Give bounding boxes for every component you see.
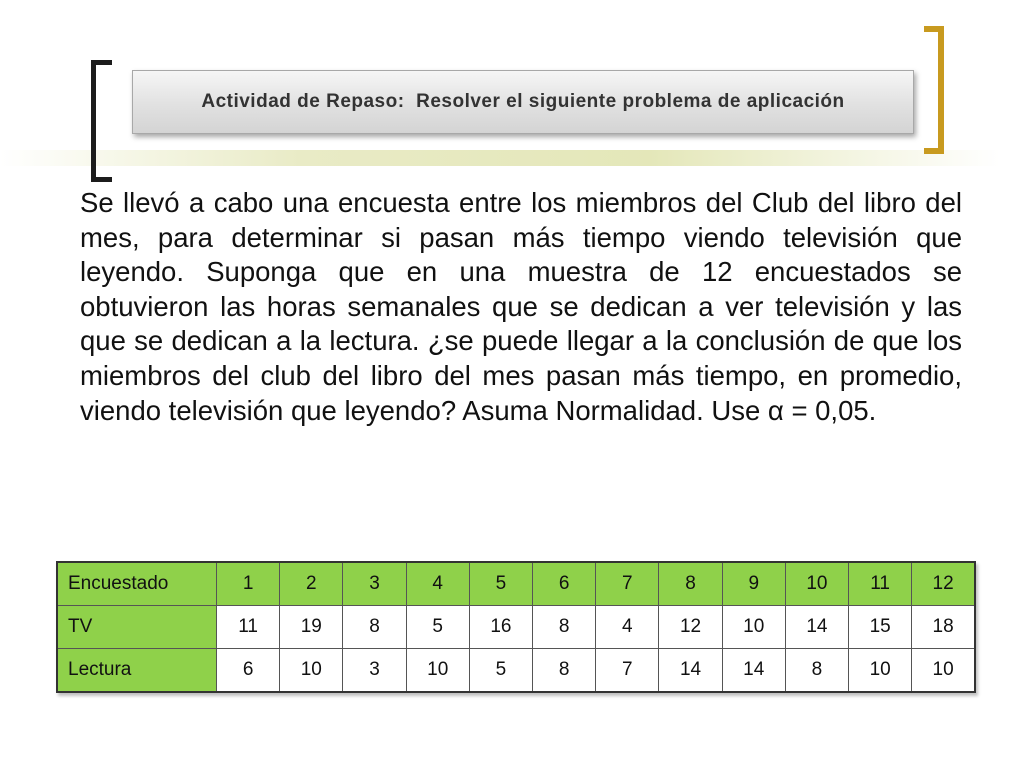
table-cell: 3 bbox=[343, 562, 406, 606]
table-cell: 14 bbox=[659, 649, 722, 693]
table-cell: 18 bbox=[912, 606, 975, 649]
table-cell: 15 bbox=[849, 606, 912, 649]
table-cell: 4 bbox=[406, 562, 469, 606]
table-cell: 3 bbox=[343, 649, 406, 693]
table-cell: 14 bbox=[722, 649, 785, 693]
row-header-cell: Lectura bbox=[57, 649, 217, 693]
decorative-stripe bbox=[0, 150, 1000, 166]
table-cell: 2 bbox=[280, 562, 343, 606]
table-row-tv bbox=[57, 606, 975, 649]
table-cell: 5 bbox=[406, 606, 469, 649]
table-cell: 8 bbox=[533, 606, 596, 649]
row-header-cell: TV bbox=[57, 606, 217, 649]
table-cell: 8 bbox=[659, 562, 722, 606]
title-box bbox=[132, 70, 914, 134]
problem-statement: Se llevó a cabo una encuesta entre los miembros del Club del libro del mes, para determinar si pasan más tiempo viendo televisión que leyendo. Suponga que en una muestra de 12 encuestados se obtuvieron las horas semanales que se dedican a ver televisión y las que se dedican a la lectura. ¿se puede llegar a la conclusión de que los miembros del club del libro del mes pasan más tiempo, en promedio, viendo televisión que leyendo? Asuma Normalidad. Use α = 0,05. bbox=[80, 187, 962, 426]
table-cell: 1 bbox=[217, 562, 280, 606]
table-cell: 9 bbox=[722, 562, 785, 606]
table-cell: 6 bbox=[217, 649, 280, 693]
table-cell: 5 bbox=[469, 562, 532, 606]
left-bracket-decoration bbox=[91, 60, 112, 182]
table-cell: 10 bbox=[849, 649, 912, 693]
table-cell: 6 bbox=[533, 562, 596, 606]
data-table bbox=[56, 561, 976, 693]
table-cell: 7 bbox=[596, 649, 659, 693]
table-cell: 10 bbox=[912, 649, 975, 693]
table-cell: 8 bbox=[785, 649, 848, 693]
table-cell: 12 bbox=[659, 606, 722, 649]
table-cell: 4 bbox=[596, 606, 659, 649]
table-cell: 10 bbox=[406, 649, 469, 693]
table-cell: 16 bbox=[469, 606, 532, 649]
table-cell: 8 bbox=[533, 649, 596, 693]
table-row-encuestado bbox=[57, 562, 975, 606]
slide-title: Actividad de Repaso: Resolver el siguiente problema de aplicación bbox=[201, 91, 845, 112]
table-cell: 10 bbox=[280, 649, 343, 693]
table-cell: 19 bbox=[280, 606, 343, 649]
table-cell: 11 bbox=[849, 562, 912, 606]
right-bracket-decoration bbox=[924, 26, 944, 154]
table-cell: 14 bbox=[785, 606, 848, 649]
table-row-lectura bbox=[57, 649, 975, 693]
row-header-cell: Encuestado bbox=[57, 562, 217, 606]
table-cell: 8 bbox=[343, 606, 406, 649]
table-cell: 10 bbox=[722, 606, 785, 649]
table-cell: 7 bbox=[596, 562, 659, 606]
table-cell: 11 bbox=[217, 606, 280, 649]
table-cell: 10 bbox=[785, 562, 848, 606]
table-cell: 5 bbox=[469, 649, 532, 693]
table-cell: 12 bbox=[912, 562, 975, 606]
